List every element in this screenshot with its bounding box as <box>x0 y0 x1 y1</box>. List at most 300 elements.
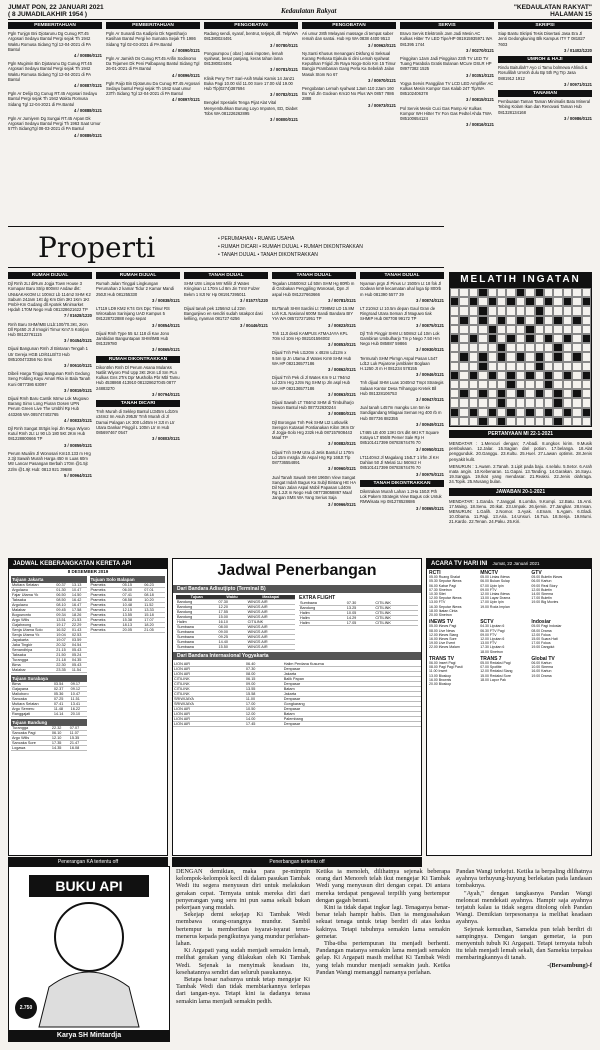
crossword-block <box>497 398 506 407</box>
crossword-cell[interactable] <box>497 325 506 334</box>
crossword-block <box>459 352 468 361</box>
crossword-cell[interactable] <box>497 306 506 315</box>
crossword-cell[interactable] <box>506 288 515 297</box>
crossword-cell[interactable] <box>450 398 459 407</box>
classified-ad <box>8 322 92 344</box>
article-para: Ketika ia menoleh, dilihatnya sejenak beberapa orang dari Menoreh telah ikut mengejar Ki Tambak Wedi yang menyusun diri dengan cepat. Di antara mereka terdapat pengawal terpilih yang bertempur dengan gagah berani. <box>316 868 450 904</box>
crossword-block <box>478 352 487 361</box>
table-cell: Prameks <box>90 618 122 623</box>
crossword-cell[interactable] <box>535 417 544 426</box>
table-cell: Sumbawa <box>299 601 346 606</box>
classified-column <box>498 22 592 222</box>
classified-ad <box>400 31 494 53</box>
crossword-block <box>544 297 553 306</box>
table-cell: 14.00 <box>245 717 283 722</box>
crossword-cell[interactable] <box>478 334 487 343</box>
crossword-cell[interactable] <box>516 398 525 407</box>
crossword-answers: MENDATAR: 1.Ganda. 7.Janggal. 8.Lomba. 9.Kompi. 12.Batu. 15.Anti. 17.Maing. 18.Senu. 20.Ikat. 23.Umpak. 26.Ijemin. 27.Jangkar. 28.Insan. MENURUN: 1.Galih. 2.Nomor. 3.Ayak. 4.Enam. 5.Agam. 6.Gladi. 10.Obama. 11.Pagi. 13.Aria. 14.Unsuri. 16.Tua. 18.Senja. 19.Mumi. 21.Kardo. 22.Tenan. 24.Paku. 25.Kiri. <box>449 498 592 525</box>
crossword-cell[interactable] <box>516 297 525 306</box>
crossword-cell[interactable] <box>516 417 525 426</box>
crossword-cell[interactable] <box>582 380 591 389</box>
train-table-solo <box>90 583 166 633</box>
crossword-cell[interactable] <box>535 408 544 417</box>
crossword-cell[interactable] <box>563 352 572 361</box>
tv-show: 05.00 Pagi Indosiar <box>531 624 562 629</box>
crossword-block <box>497 343 506 352</box>
crossword-block <box>563 408 572 417</box>
ad-text: LT 210m2 Lt 10.5m depan Gaul Gran de Ringroad Utara Seman Jl Maguwo tiak SHMIP Hub 087708 99172 TP <box>360 306 436 322</box>
crossword-cell[interactable] <box>506 398 515 407</box>
crossword-cell[interactable] <box>563 380 572 389</box>
crossword-cell[interactable] <box>450 389 459 398</box>
crossword-block <box>459 389 468 398</box>
crossword-cell[interactable] <box>563 316 572 325</box>
crossword-cell[interactable] <box>478 408 487 417</box>
tv-show: 05.00 Buletin iNews <box>531 575 563 580</box>
crossword-cell[interactable] <box>544 343 553 352</box>
ad-code: 5 / 00964/0121 <box>64 472 92 478</box>
crossword-cell[interactable] <box>553 325 562 334</box>
crossword-cell[interactable] <box>544 352 553 361</box>
tv-show: 19.00 Drama <box>531 673 552 678</box>
crossword-block <box>525 371 534 380</box>
crossword-cell[interactable] <box>525 398 534 407</box>
tv-show: 05.00 Redaksi Pagi <box>480 661 511 666</box>
crossword-cell[interactable] <box>469 316 478 325</box>
crossword-cell[interactable] <box>582 389 591 398</box>
tv-channel <box>429 571 480 617</box>
crossword-cell[interactable] <box>469 352 478 361</box>
crossword-cell[interactable] <box>582 306 591 315</box>
comic-episode-number: 2.750 <box>15 997 37 1019</box>
crossword-cell[interactable] <box>469 417 478 426</box>
crossword-cell[interactable] <box>497 334 506 343</box>
table-cell: 19.07 <box>55 638 71 643</box>
ad-text: Pgln Mugimin Bin Djotarunu Dg Cunug RT.45 Argosari Sedayu Bantul Pergi sejak Th 1942 Waktu Romusa Sidang Tgl 12-04-2021 di PA Bantul <box>8 61 92 82</box>
flight-table-extra <box>299 601 418 626</box>
crossword-cell[interactable] <box>535 334 544 343</box>
crossword-cell[interactable] <box>497 371 506 380</box>
tv-show: 12.00 iNews Siang <box>429 632 459 637</box>
crossword-cell[interactable] <box>563 417 572 426</box>
table-cell: 22.29 <box>71 623 87 628</box>
ad-code: 3 / 00782/0121 <box>270 92 298 98</box>
category-header: TANAH DIJUAL <box>184 272 268 279</box>
table-cell: 11.54 <box>71 668 87 673</box>
crossword-cell[interactable] <box>459 306 468 315</box>
crossword-cell[interactable] <box>506 417 515 426</box>
table-cell: Prameks <box>90 588 122 593</box>
crossword-cell[interactable] <box>497 362 506 371</box>
crossword-cell[interactable] <box>459 408 468 417</box>
table-cell: 12.20 <box>217 605 246 610</box>
crossword-cell[interactable] <box>535 380 544 389</box>
crossword-cell[interactable] <box>469 380 478 389</box>
classified-ad <box>400 81 494 103</box>
table-row <box>90 628 166 633</box>
crossword-cell[interactable] <box>535 371 544 380</box>
table-cell: Taksaka <box>11 653 55 658</box>
crossword-cell[interactable] <box>478 380 487 389</box>
crossword-cell[interactable] <box>535 398 544 407</box>
crossword-cell[interactable] <box>516 362 525 371</box>
ad-code: 3 / 00610/0121 <box>64 363 92 369</box>
crossword-cell[interactable] <box>572 371 581 380</box>
crossword-cell[interactable] <box>563 288 572 297</box>
crossword-cell[interactable] <box>525 352 534 361</box>
header-page: HALAMAN 15 <box>550 11 592 18</box>
crossword-cell[interactable] <box>459 417 468 426</box>
crossword-cell[interactable] <box>544 389 553 398</box>
table-cell: 13.13 <box>71 583 87 588</box>
crossword-cell[interactable] <box>582 325 591 334</box>
tv-show: 14.00 Sinema <box>531 592 553 597</box>
ad-text: Dikontrkn Rmh Dl Perum Asana Mulanss Natliit Wiyoro Pnd Upp 3Kt 2Km Ltl Sm PLn Kulkas Gns 2Trs Dpr Musholla Pbr Mbl Tamu Hub 4538868 413910 081328627045 0877 24883270 <box>96 364 180 391</box>
table-row <box>90 618 166 623</box>
table-cell: Denpasar <box>283 667 421 672</box>
ad-text: Tnh dijual SHM Luas 1040m2 Tmpt Strategis Salaan Kantor Desa Trihanggo Kretek Bll Hub 081328106753 <box>360 380 444 396</box>
tv-show: 22.00 iNews Malam <box>429 645 460 650</box>
tv-channel-name: MNCTV <box>480 570 498 576</box>
crossword-cell[interactable] <box>450 306 459 315</box>
crossword-cell[interactable] <box>572 297 581 306</box>
table-cell: 15.50 <box>217 645 246 650</box>
tv-title-text: ACARA TV HARI INI <box>431 561 488 567</box>
page-header <box>8 4 592 18</box>
table-cell: CITILINK <box>173 682 245 687</box>
crossword-cell[interactable] <box>506 343 515 352</box>
crossword-cell[interactable] <box>459 334 468 343</box>
table-cell: Senja Utama Solo <box>11 628 55 633</box>
table-cell: 09.00 <box>245 682 283 687</box>
table-cell: 06.40 <box>245 662 283 667</box>
crossword-cell[interactable] <box>525 362 534 371</box>
classified-ad <box>96 409 180 441</box>
ad-code: 3 / 00446/0121 <box>240 322 268 328</box>
crossword-cell[interactable] <box>497 380 506 389</box>
crossword-block <box>469 371 478 380</box>
crossword-cell[interactable] <box>450 362 459 371</box>
tv-show: 19.00 Dangdut <box>531 645 555 650</box>
table-cell: 07.01 <box>143 588 165 593</box>
table-cell: 01.43 <box>71 628 87 633</box>
crossword-cell[interactable] <box>478 343 487 352</box>
crossword-cell[interactable] <box>488 306 497 315</box>
crossword-cell[interactable] <box>516 334 525 343</box>
crossword-cell[interactable] <box>497 288 506 297</box>
table-cell: WINGS AIR <box>247 645 295 650</box>
table-cell: 07.25 <box>53 697 70 702</box>
crossword-cell[interactable] <box>572 288 581 297</box>
classified-ad <box>8 116 102 138</box>
crossword-cell[interactable] <box>544 398 553 407</box>
crossword-cell[interactable] <box>535 343 544 352</box>
crossword-cell[interactable] <box>572 398 581 407</box>
ad-text: Termurah SHM Pkrngn Aspal Pasan L547 Ld12 Luk Pajarone jamblaler Boglaan H.1250 Jt m H 081234 578155 <box>360 355 438 372</box>
crossword-cell[interactable] <box>450 325 459 334</box>
classified-ad <box>272 475 356 507</box>
table-cell: Taksaka <box>11 598 55 603</box>
crossword-cell[interactable] <box>450 380 459 389</box>
crossword-cell[interactable] <box>582 316 591 325</box>
crossword-cell[interactable] <box>450 343 459 352</box>
crossword-cell[interactable] <box>469 362 478 371</box>
crossword-cell[interactable] <box>459 380 468 389</box>
crossword-cell[interactable] <box>582 362 591 371</box>
classified-ad <box>106 31 200 53</box>
crossword-cell[interactable] <box>553 362 562 371</box>
tv-show: 17.00 Buletin <box>531 596 552 601</box>
crossword-cell[interactable] <box>469 343 478 352</box>
crossword-cell[interactable] <box>488 362 497 371</box>
table-cell: WINGS AIR <box>247 600 295 605</box>
crossword-cell[interactable] <box>506 306 515 315</box>
crossword-cell[interactable] <box>516 325 525 334</box>
ad-text: Pgln Ar Delijo Dg Cunug RT.45 Argosari Sedayu Bantul Pergi sejak Th 1942 Waktu Romusa Sidang Tgl 12-04-2021 di PA Bantul <box>8 91 98 107</box>
crossword-cell[interactable] <box>572 306 581 315</box>
crossword-cell[interactable] <box>563 325 572 334</box>
tv-channel <box>531 657 582 678</box>
crossword-cell[interactable] <box>553 288 562 297</box>
crossword-block <box>478 316 487 325</box>
crossword-block <box>572 316 581 325</box>
tv-show: 06.00 Kartun <box>531 661 552 666</box>
ad-code: 3 / 00880/0121 <box>328 411 356 417</box>
crossword-cell[interactable] <box>572 334 581 343</box>
table-cell: 12.00 <box>245 712 283 717</box>
crossword-cell[interactable] <box>563 362 572 371</box>
table-cell: Malioboro <box>11 692 53 697</box>
crossword-cell[interactable] <box>516 306 525 315</box>
table-cell: WINGS AIR <box>247 625 295 630</box>
tv-channel-name: Global TV <box>531 655 555 662</box>
crossword-cell[interactable] <box>488 288 497 297</box>
properti-title: Properti <box>38 230 156 264</box>
crossword-block <box>488 334 497 343</box>
tv-show: 08.00 Live News <box>429 628 455 633</box>
tv-channel <box>480 657 531 682</box>
table-cell: LION AIR <box>173 722 245 727</box>
classified-ad <box>96 365 180 397</box>
ad-text: BUTanah SHM Sardini Lt 7398M2 LD 15.8M Loh KJL Nasional 600M Sandi Bandara BIY YIA WA 085727271951 TP <box>272 306 355 322</box>
ad-text: Pgln Ar Sunardi Da Kadiprio Dk Ngestiharjo Kasihan Bantul Pergi ke Sumatra Sejak Th 1986 Sidang Tgl 02-03-2021 di PA Bantul <box>106 31 196 47</box>
crossword-cell[interactable] <box>459 343 468 352</box>
crossword-cell[interactable] <box>535 325 544 334</box>
crossword-cell[interactable] <box>563 343 572 352</box>
table-cell: Turangga <box>11 658 55 663</box>
crossword-cell[interactable] <box>525 380 534 389</box>
crossword-cell[interactable] <box>459 288 468 297</box>
crossword-block <box>506 334 515 343</box>
crossword-cell[interactable] <box>459 371 468 380</box>
crossword-cell[interactable] <box>563 398 572 407</box>
crossword-cell[interactable] <box>516 343 525 352</box>
crossword-cell[interactable] <box>535 297 544 306</box>
crossword-cell[interactable] <box>488 343 497 352</box>
tv-title <box>427 559 591 569</box>
ad-text: Dijual Tnh Pek di Jl Wates Km 9 Lt 794m2 Ld 22m Hrg 2Jtm Ng SHM Ip Jln aspl Hub WA HP 082136577186 <box>272 375 351 391</box>
crossword-cell[interactable] <box>572 380 581 389</box>
crossword-block <box>516 389 525 398</box>
ad-code: 3 / 00800/0121 <box>270 117 298 123</box>
crossword-cell[interactable] <box>553 297 562 306</box>
crossword-cell[interactable] <box>544 306 553 315</box>
category-header: RUMAH DIJUAL <box>8 272 92 279</box>
crossword-cell[interactable] <box>506 389 515 398</box>
table-cell: CITILINK <box>374 621 418 626</box>
crossword-cell[interactable] <box>459 325 468 334</box>
crossword-cell[interactable] <box>582 352 591 361</box>
crossword-cell[interactable] <box>582 417 591 426</box>
flight-footer: Penerbangan tertentu off <box>172 857 422 867</box>
crossword-cell[interactable] <box>572 343 581 352</box>
classified-column <box>8 272 92 552</box>
crossword-cell[interactable] <box>525 316 534 325</box>
crossword-cell[interactable] <box>469 306 478 315</box>
article-col-2 <box>316 868 450 976</box>
crossword-cell[interactable] <box>516 371 525 380</box>
train-table-bandung <box>11 726 87 751</box>
crossword-cell[interactable] <box>488 352 497 361</box>
crossword-cell[interactable] <box>525 343 534 352</box>
crossword-cell[interactable] <box>563 389 572 398</box>
tv-show: 13.00 FTV <box>480 641 497 646</box>
crossword-cell[interactable] <box>469 288 478 297</box>
table-cell: 15.00 <box>217 615 246 620</box>
crossword-cell[interactable] <box>469 398 478 407</box>
crossword-cell[interactable] <box>488 417 497 426</box>
table-cell: Prameks <box>90 598 122 603</box>
crossword-cell[interactable] <box>525 288 534 297</box>
ad-text: Dijual Tnh SHM Utra di Jetis Bantul Lt 170m Ld 15m msrgla Jln Aspal Hrg Rp 168Jt Tlp 087736554891 <box>272 449 354 466</box>
flight-schedule <box>172 558 422 856</box>
crossword-cell[interactable] <box>516 408 525 417</box>
ad-text: Pgln Ar Jumiyem Dg Sungai RT.45 Arpan Dk Argosari Sedayu Bantul Pergi Th 1963 Saat Umur 57Th SidangTgl 08-03-2021 di PA Bantul <box>8 116 101 132</box>
tv-show: 20.00 Bioskop <box>429 682 452 687</box>
header-date: JUMAT PON, 22 JANUARI 2021 <box>8 4 104 11</box>
crossword-cell[interactable] <box>525 417 534 426</box>
crossword-cell[interactable] <box>469 325 478 334</box>
table-row <box>90 623 166 628</box>
crossword-cell[interactable] <box>506 325 515 334</box>
table-cell: 16.42 <box>71 598 87 603</box>
crossword-cell[interactable] <box>544 288 553 297</box>
table-cell: Prameks <box>90 613 122 618</box>
crossword-cell[interactable] <box>572 408 581 417</box>
crossword-cell[interactable] <box>516 380 525 389</box>
crossword-cell[interactable] <box>544 316 553 325</box>
crossword-cell[interactable] <box>553 306 562 315</box>
table-cell: 04.35 <box>71 658 87 663</box>
table-cell: 06.50 <box>55 593 71 598</box>
crossword-cell[interactable] <box>572 362 581 371</box>
table-cell: 06.00 <box>122 588 144 593</box>
classified-ad <box>302 86 396 108</box>
crossword-cell[interactable] <box>544 325 553 334</box>
ad-text: Dijual Rmh Type 55 ILt 118 di Kav Jono Jambidan Banguntapan SHM/IMB Hub 081329780 <box>96 330 170 347</box>
ad-text: Radang sendi, syaraf, bentrut, terjepit, dll. Telp/WA 081380024491 <box>204 31 298 42</box>
crossword-cell[interactable] <box>525 389 534 398</box>
crossword-cell[interactable] <box>572 417 581 426</box>
ad-code: 3 / 00780/0121 <box>270 42 298 48</box>
crossword-cell[interactable] <box>582 288 591 297</box>
crossword-cell[interactable] <box>488 389 497 398</box>
crossword-cell[interactable] <box>582 398 591 407</box>
crossword-cell[interactable] <box>544 417 553 426</box>
table-cell: Palembang <box>283 717 421 722</box>
crossword-block <box>544 380 553 389</box>
crossword-cell[interactable] <box>553 334 562 343</box>
crossword-cell[interactable] <box>553 371 562 380</box>
crossword-cell[interactable] <box>497 408 506 417</box>
tv-show: 12.00 Redaksi Siang <box>480 669 513 674</box>
tv-show: 13.00 FTV <box>429 600 446 605</box>
flight-extra-label: EXTRA FLIGHT <box>299 595 336 601</box>
crossword-block <box>544 408 553 417</box>
crossword-cell[interactable] <box>478 297 487 306</box>
crossword-block <box>506 408 515 417</box>
table-header: Tujuan <box>176 595 217 600</box>
ad-text: LT465 LB 400 13Kt Grs dkt 6Kt KT Square Kotaya LT 656/8 Pemer Sale Rp H 085101417399 08783674476 70 <box>360 430 439 446</box>
crossword-cell[interactable] <box>506 362 515 371</box>
ad-code: 4 / 00889/0121 <box>74 132 102 138</box>
crossword-block <box>478 362 487 371</box>
crossword-cell[interactable] <box>488 398 497 407</box>
crossword-cell[interactable] <box>478 398 487 407</box>
crossword-cell[interactable] <box>553 380 562 389</box>
train-table-jakarta <box>11 583 87 673</box>
crossword-cell[interactable] <box>459 297 468 306</box>
classified-column <box>184 272 268 552</box>
table-cell: 08.50 <box>55 598 71 603</box>
classified-ad <box>272 450 356 472</box>
crossword-cell[interactable] <box>478 325 487 334</box>
crossword-cell[interactable] <box>488 316 497 325</box>
classified-column <box>106 22 200 222</box>
crossword-cell[interactable] <box>478 371 487 380</box>
table-cell: SRIWIJAYA <box>173 702 245 707</box>
crossword-block <box>535 352 544 361</box>
crossword-cell[interactable] <box>506 352 515 361</box>
table-cell: 10.20 <box>143 598 165 603</box>
crossword-cell[interactable] <box>563 306 572 315</box>
crossword-cell[interactable] <box>450 316 459 325</box>
crossword-cell[interactable] <box>553 408 562 417</box>
table-cell: 14.14 <box>53 712 70 717</box>
crossword-cell[interactable] <box>488 380 497 389</box>
crossword-cell[interactable] <box>572 325 581 334</box>
crossword-cell[interactable] <box>450 417 459 426</box>
crossword-cell[interactable] <box>469 389 478 398</box>
crossword-cell[interactable] <box>497 297 506 306</box>
crossword-cell[interactable] <box>506 316 515 325</box>
crossword-cell[interactable] <box>544 362 553 371</box>
classified-ad <box>498 99 592 121</box>
crossword-cell[interactable] <box>525 306 534 315</box>
crossword-block <box>469 408 478 417</box>
tv-show: 05.30 Seputar iNews <box>429 579 462 584</box>
crossword-cell[interactable] <box>450 352 459 361</box>
tv-channel <box>531 620 582 649</box>
crossword-cell[interactable] <box>450 288 459 297</box>
crossword-cell[interactable] <box>459 362 468 371</box>
crossword-cell[interactable] <box>582 343 591 352</box>
crossword-cell[interactable] <box>459 398 468 407</box>
category-header: PENGOBATAN <box>204 22 298 29</box>
tv-channel <box>480 571 531 609</box>
table-row <box>299 621 418 626</box>
ad-code: 3 / 00816/0121 <box>466 122 494 128</box>
